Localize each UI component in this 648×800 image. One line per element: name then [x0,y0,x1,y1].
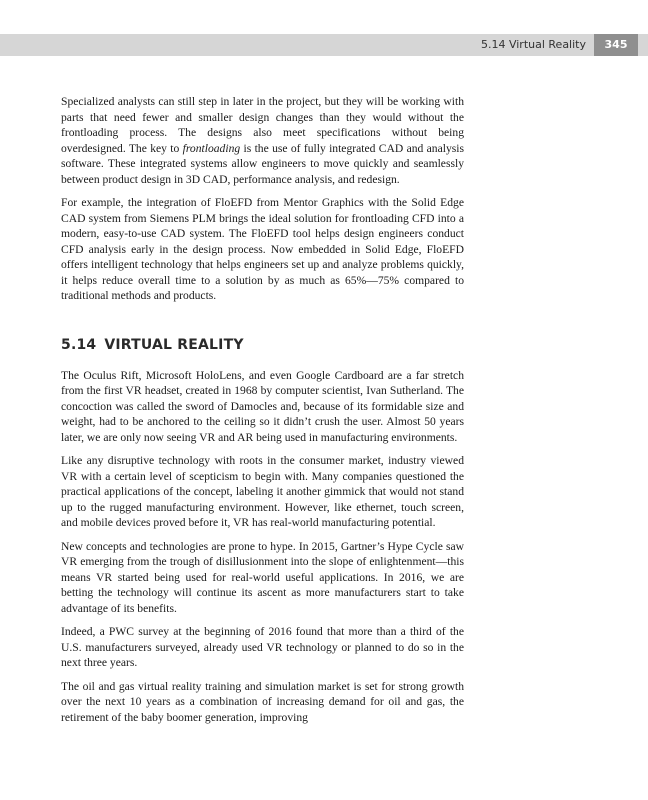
paragraph-vr-hype: New concepts and technologies are prone to hype. In 2015, Gartner’s Hype Cycle saw VR emerging from the trough of disillusionment into the slope of enlightenment—this means VR started being used for real-world useful applications. In 2016, we are betting the technology will continue its ascent as more manufacturers start to take advantage of its benefits. [61,539,464,615]
emphasis-term: frontloading [182,141,241,155]
paragraph-frontloading [61,94,464,187]
page-number: 345 [604,38,628,51]
section-number: 5.14 [61,336,97,353]
section-heading [61,336,464,354]
section-title: VIRTUAL REALITY [104,336,244,353]
paragraph-oil-gas: The oil and gas virtual reality training and simulation market is set for strong growth over the next 10 years as a combination of increasing demand for oil and gas, the retirement of the baby boomer generation, improving [61,679,464,724]
paragraph-vr-history: The Oculus Rift, Microsoft HoloLens, and even Google Cardboard are a far stretch from the first VR headset, created in 1968 by computer scientist, Ivan Sutherland. The concoction was called the sword of Damocles and, because of its formidable size and weight, had to be anchored to the ceiling so it didn’t crush the user. Almost 50 years later, we are only now seeing VR and AR being used in manufacturing environments. [61,368,464,444]
page-body [61,94,464,733]
paragraph-text: is the use of fully integrated CAD and analysis software. These integrated systems allow engineers to move quickly and seamlessly between product design in 3D CAD, performance analysis, and redesign. [61,141,464,186]
paragraph-floefd: For example, the integration of FloEFD from Mentor Graphics with the Solid Edge CAD system from Siemens PLM brings the ideal solution for frontloading CFD into a modern, easy-to-use CAD system. The FloEFD tool helps design engineers conduct CFD analysis early in the design process. Now embedded in Solid Edge, FloEFD offers intelligent technology that helps engineers set up and analyze problems quickly, it helps reduce overall time to a solution by as much as 65%—75% compared to traditional methods and products. [61,196,464,302]
paragraph-text: Specialized analysts can still step in later in the project, but they will be working with parts that need fewer and smaller design changes than they would without the frontloading process. The designs also meet specifications without being overdesigned. The key to [61,95,464,155]
page-number-box [594,34,638,56]
running-header-title: 5.14 Virtual Reality [480,38,586,51]
paragraph-pwc-survey: Indeed, a PWC survey at the beginning of 2016 found that more than a third of the U.S. manufacturers surveyed, already used VR technology or planned to do so in the next three years. [61,625,464,669]
paragraph-vr-disruptive: Like any disruptive technology with roots in the consumer market, industry viewed VR with a certain level of scepticism to begin with. Many companies questioned the practical applications of the concept, labeling it another gimmick that would not stand up to the rugged manufacturing environment. However, like ethernet, touch screen, and mobile devices proved before it, VR has real-world manufacturing potential. [61,454,464,529]
